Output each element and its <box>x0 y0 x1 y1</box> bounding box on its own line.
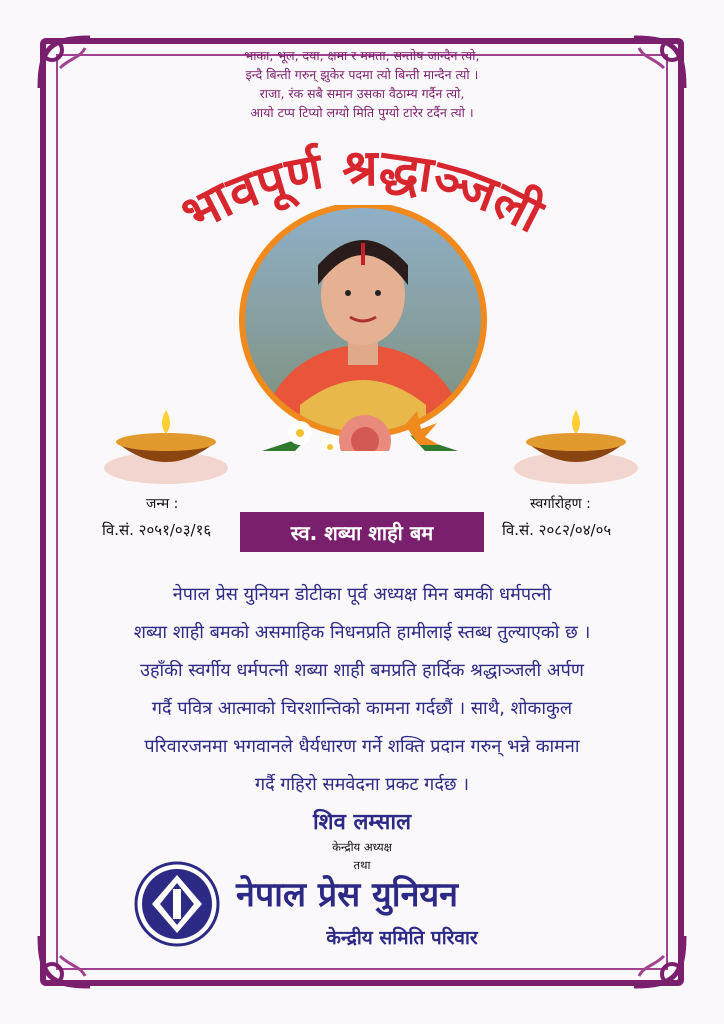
birth-label: जन्म : <box>146 496 179 512</box>
poem-line: आयो टप्प टिप्यो लग्यो मिति पुग्यो टारेर टर्दैन त्यो । <box>250 105 474 120</box>
message-line: उहाँकी स्वर्गीय धर्मपत्नी शब्या शाही बमप्रति हार्दिक श्रद्धाञ्जली अर्पण <box>140 660 584 681</box>
condolence-message <box>60 576 664 804</box>
signer-name: शिव लम्साल <box>312 810 412 835</box>
press-union-logo <box>134 861 220 947</box>
poem-line: भाका, भूल, दया, क्षमा र ममता, सन्तोष जान्दैन त्यो, <box>244 48 480 63</box>
corner-ornament-icon <box>30 28 100 98</box>
title-text: भावपूर्ण श्रद्धाञ्जली <box>172 138 552 245</box>
corner-ornament-icon <box>30 926 100 996</box>
signer-role: केन्द्रीय अध्यक्ष <box>332 840 392 854</box>
organization-name: नेपाल प्रेस युनियन <box>236 875 459 915</box>
flower-bouquet-icon <box>250 411 470 451</box>
corner-ornament-icon <box>624 28 694 98</box>
message-line: गर्दै पवित्र आत्माको चिरशान्तिको कामना गर्दछौं । साथै, शोकाकुल <box>151 698 573 719</box>
organization-subtitle: केन्द्रीय समिति परिवार <box>326 927 478 949</box>
corner-ornament-icon <box>624 926 694 996</box>
message-line: शब्या शाही बमको असमाहिक निधनप्रति हामीलाई स्तब्ध तुल्याएको छ । <box>133 622 591 643</box>
message-line: परिवारजनमा भगवानले धैर्यधारण गर्ने शक्ति प्रदान गरुन् भन्ने कामना <box>144 736 580 757</box>
signer-conjunction: तथा <box>353 858 371 872</box>
poem <box>150 46 574 122</box>
message-line: गर्दै गहिरो समवेदना प्रकट गर्दछ । <box>254 774 470 795</box>
poem-line: राजा, रंक सबै समान उसका वैठाम्य गर्दैन त्यो, <box>259 86 465 101</box>
portrait-photo <box>230 205 496 451</box>
diya-lamp-icon <box>506 402 646 492</box>
deceased-name-banner <box>240 512 484 552</box>
death-date: वि.सं. २०८२/०४/०५ <box>502 521 612 539</box>
deceased-name: स्व. शब्या शाही बम <box>290 520 434 545</box>
birth-date: वि.सं. २०५१/०३/१६ <box>102 521 212 539</box>
diya-lamp-icon <box>96 402 236 492</box>
poem-line: इन्दै बिन्ती गरुन् झुकेर पदमा त्यो बिन्ती मान्दैन त्यो । <box>245 67 479 82</box>
message-line: नेपाल प्रेस युनियन डोटीका पूर्व अध्यक्ष मिन बमकी धर्मपत्नी <box>172 584 552 605</box>
death-label: स्वर्गारोहण : <box>530 496 591 512</box>
